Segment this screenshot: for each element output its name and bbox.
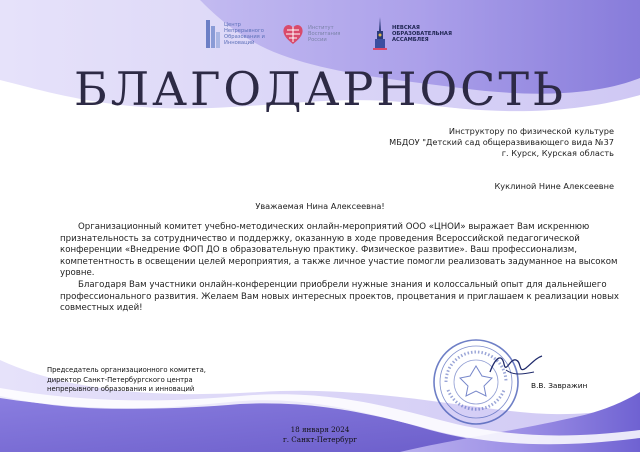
recipient-block <box>389 126 614 159</box>
body-paragraph: Благодаря Вам участники онлайн-конференции приобрели нужные знания и колоссальный опыт для дальнейшего профессионального развития. Желаем Вам новых интересных проектов, процветания и приглашаем к реализации новых совместных идей! <box>60 279 619 314</box>
logo-cnoi <box>206 14 276 54</box>
signature-icon <box>486 350 546 380</box>
signer-title-line: Председатель организационного комитета, <box>47 366 206 374</box>
date-block <box>0 425 640 445</box>
logo-text: Центр Непрерывного Образования и Инноваций <box>224 22 265 46</box>
logo-text: Институт Воспитания России <box>308 25 341 43</box>
recipient-position: Инструктору по физической культуре <box>448 126 614 136</box>
signer-name: В.В. Завражин <box>531 381 588 390</box>
issue-date: 18 января 2024 <box>290 425 350 434</box>
certificate-body <box>60 222 620 315</box>
certificate-title: БЛАГОДАРНОСТЬ <box>73 62 567 116</box>
recipient-org: МБДОУ "Детский сад общеразвивающего вида №37 <box>389 137 614 147</box>
greeting: Уважаемая Нина Алексеевна! <box>255 201 385 211</box>
recipient-name: Куклиной Нине Алексеевне <box>494 181 614 191</box>
logo-text: НЕВСКАЯ ОБРАЗОВАТЕЛЬНАЯ АССАМБЛЕЯ <box>392 25 452 43</box>
signer-title-line: директор Санкт-Петербургского центра <box>47 375 193 384</box>
signer-block <box>47 366 206 395</box>
signer-title-line: непрерывного образования и инноваций <box>47 385 195 394</box>
heart-globe-icon <box>282 22 304 46</box>
body-paragraph: Организационный комитет учебно-методических онлайн-мероприятий ООО «ЦНОИ» выражает Вам искреннюю признательность за сотрудничество и поддержку, оказанную в ходе проведения Всероссийской педагогической конференции «Внедрение ФОП ДО в образовательную практику. Физическое развитие». Ваш профессионализм, компетентность в освещении целей мероприятия, а также личное участие помогли реализовать задуманное на высоком уровне. <box>60 222 618 279</box>
cnoi-logo-icon <box>206 20 220 48</box>
recipient-city: г. Курск, Курская область <box>501 148 614 158</box>
spire-icon <box>372 17 388 51</box>
issue-city: г. Санкт-Петербург <box>282 435 358 444</box>
logo-assembly <box>372 14 454 54</box>
logo-institute <box>282 14 360 54</box>
